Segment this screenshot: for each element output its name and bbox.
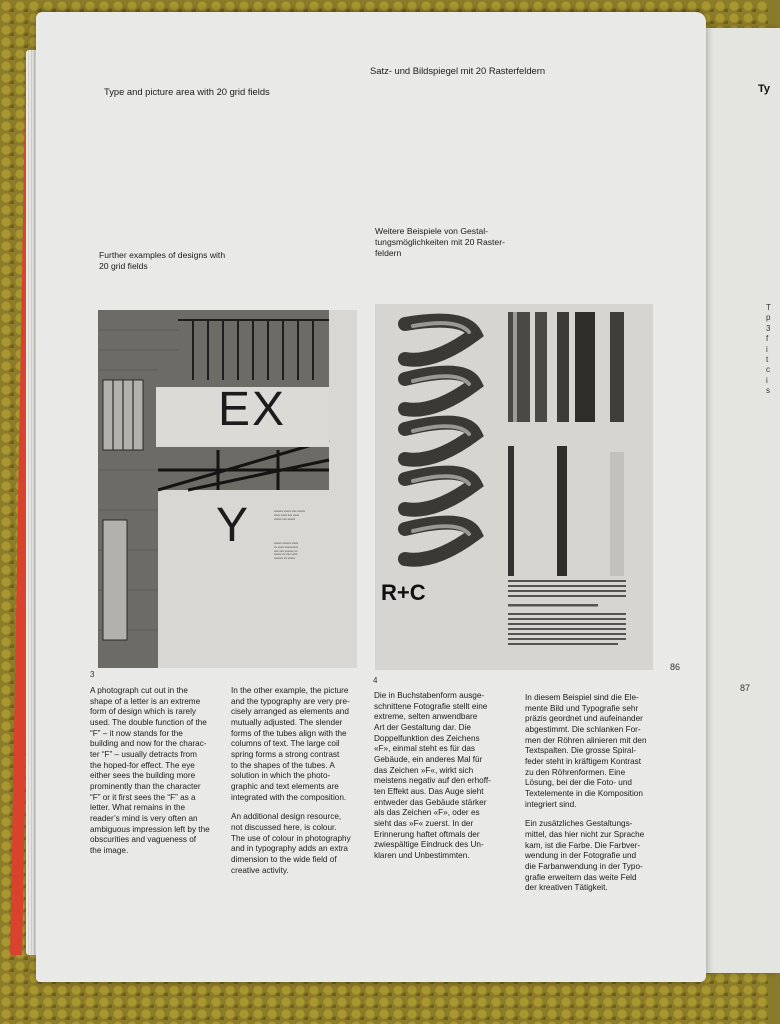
fig3-letters-top: EX	[218, 383, 287, 436]
caption-line: «F», einmal steht es für das	[374, 744, 476, 754]
caption-line: building and now for the charac-	[90, 739, 207, 749]
caption-line: der kreativen Tätigkeit.	[525, 883, 608, 893]
caption-line: mutually adjusted. The slender	[231, 717, 343, 727]
caption-line: form of design which is rarely	[90, 707, 197, 717]
figure-3-letter-f-photo	[98, 310, 357, 668]
caption-line: feder steht in kräftigem Kontrast	[525, 756, 642, 766]
caption-line: creative activity.	[231, 865, 289, 875]
caption-line: “F” – it now stands for the	[90, 728, 183, 738]
figure-3-number: 3	[90, 670, 95, 679]
caption-line: and in typography adds an extra	[231, 844, 348, 854]
left-title: Type and picture area with 20 grid fields	[104, 86, 270, 97]
caption-de-col2	[525, 693, 665, 903]
fig4-logo-rc: R+C	[381, 580, 426, 605]
caption-line: das Zeichen »F«, wirkt sich	[374, 765, 474, 775]
caption-line: Erinnerung haftet oftmals der	[374, 829, 480, 839]
caption-line: reader’s mind is very often an	[90, 813, 198, 823]
caption-line: columns of text. The large coil	[231, 739, 340, 749]
caption-line: klaren und Unbestimmten.	[374, 850, 470, 860]
fig3-tiny-text-1: xxxxxx xxxxx xxx xxxxx xxxx xxxx xxx xxxx xxxxx xxx xxxxx	[274, 509, 306, 521]
right-subtitle: Weitere Beispiele von Gestal- tungsmöglichkeiten mit 20 Raster- feldern	[375, 226, 505, 258]
caption-de-col1	[374, 691, 506, 862]
caption-en-col2	[231, 686, 361, 885]
right-title: Satz- und Bildspiegel mit 20 Rasterfeldern	[370, 65, 546, 76]
caption-line: Textelemente in die Komposition	[525, 788, 643, 798]
caption-line: not discussed here, is colour.	[231, 822, 337, 832]
caption-line: kam, ist die Farbe. Die Farbver-	[525, 840, 641, 850]
caption-line: Lösung, bei der die Foto- und	[525, 778, 632, 788]
caption-line: ten Effekt aus. Das Auge sieht	[374, 786, 484, 796]
caption-line: entweder das Gebäude stärker	[374, 797, 487, 807]
next-page-text-fragment: T p 3 f i t c i s	[766, 303, 771, 396]
caption-line: The use of colour in photography	[231, 833, 351, 843]
caption-line: Doppelfunktion des Zeichens	[374, 733, 480, 743]
fig3-letters-bottom: Y	[216, 499, 249, 552]
caption-line: Textspalten. Die grosse Spiral-	[525, 746, 637, 756]
caption-line: letter. What remains in the	[90, 803, 186, 813]
caption-line: schnittene Fotografie stellt eine	[374, 701, 488, 711]
caption-line: präzis geordnet und aufeinander	[525, 714, 643, 724]
caption-line: “F” or it first sees the “F” as a	[90, 792, 196, 802]
caption-line: and the typography are very pre-	[231, 696, 350, 706]
caption-line: the image.	[90, 845, 129, 855]
building-photo	[98, 310, 357, 668]
caption-line: als das Zeichen «F», oder es	[374, 808, 480, 818]
caption-line: either sees the building more	[90, 771, 196, 781]
caption-line: A photograph cut out in the	[90, 686, 188, 695]
caption-line: solution in which the photo-	[231, 771, 331, 781]
left-subtitle: Further examples of designs with 20 grid fields	[99, 250, 226, 271]
caption-line: In the other example, the picture	[231, 686, 349, 695]
caption-line: grafie erweitern das weite Feld	[525, 872, 637, 882]
caption-line: men der Röhren alinieren mit den	[525, 735, 647, 745]
next-page-heading: Ty	[758, 83, 771, 95]
caption-line: graphic and text elements are	[231, 781, 339, 791]
caption-line: sieht das »F« zuerst. In der	[374, 818, 474, 828]
caption-line: zu den Röhrenformen. Eine	[525, 767, 626, 777]
caption-line: abgestimmt. Die schlanken For-	[525, 724, 641, 734]
caption-line: zwiespältige Eindruck des Un-	[374, 840, 484, 850]
caption-line: meistens negativ auf den erhoff-	[374, 776, 491, 786]
caption-line: mittel, das hier nicht zur Sprache	[525, 829, 645, 839]
figure-4-spring-and-tubes	[375, 304, 653, 670]
page-number-87: 87	[740, 683, 751, 693]
figure-4-number: 4	[373, 676, 378, 685]
caption-line: mente Bild und Typografie sehr	[525, 703, 639, 713]
caption-line: die Farbanwendung in der Typo-	[525, 861, 643, 871]
caption-line: dimension to the wide field of	[231, 854, 337, 864]
caption-line: Ein zusätzliches Gestaltungs-	[525, 819, 633, 829]
caption-line: Gebäude, ein anderes Mal für	[374, 754, 483, 764]
caption-line: to the shapes of the tubes. A	[231, 760, 335, 770]
caption-line: In diesem Beispiel sind die Ele-	[525, 693, 639, 702]
caption-line: used. The double function of the	[90, 717, 207, 727]
caption-line: ambiguous impression left by the	[90, 824, 210, 834]
caption-line: obscurities and vagueness of	[90, 835, 197, 845]
caption-en-col1	[90, 686, 220, 857]
caption-line: forms of the tubes align with the	[231, 728, 347, 738]
caption-line: wendung in der Fotografie und	[525, 851, 637, 861]
caption-line: integriert sind.	[525, 799, 577, 809]
caption-line: shape of a letter is an extreme	[90, 696, 201, 706]
caption-line: Die in Buchstabenform ausge-	[374, 691, 485, 700]
page-number-86: 86	[670, 662, 681, 672]
caption-line: Art der Gestaltung dar. Die	[374, 722, 471, 732]
caption-line: spring forms a strong contrast	[231, 749, 340, 759]
caption-line: An additional design resource,	[231, 812, 342, 822]
caption-line: integrated with the composition.	[231, 792, 347, 802]
spring-tubes-photo	[375, 304, 653, 670]
caption-line: the hoped-for effect. The eye	[90, 760, 195, 770]
fig3-tiny-text-2: xxxxx xxxxxx xxxx xx xxxx xxxxxxxxx xxx xxx xxxxxx xx xxxxx xx xxx xxxx xxxxxx xx xxxxx	[274, 541, 299, 560]
caption-line: extreme, selten anwendbare	[374, 712, 478, 722]
caption-line: prominently than the character	[90, 781, 201, 791]
caption-line: cisely arranged as elements and	[231, 707, 349, 717]
caption-line: ter “F” – usually detracts from	[90, 749, 197, 759]
